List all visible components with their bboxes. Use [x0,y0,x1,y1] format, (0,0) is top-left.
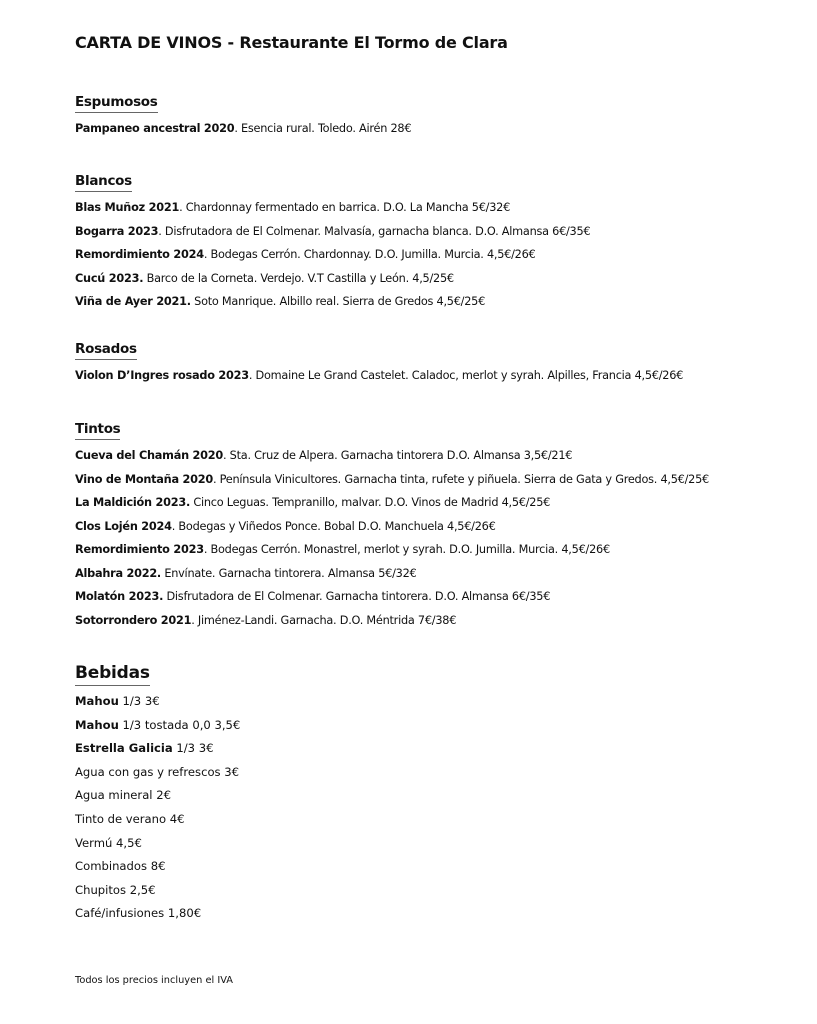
menu-item [75,364,683,388]
item-description: 1/3 3€ [118,694,160,708]
item-description: Soto Manrique. Albillo real. Sierra de Gredos 4,5€/25€ [190,295,486,308]
item-name: Clos Lojén 2024 [75,519,172,533]
section-rosados [75,338,683,388]
item-description: Chupitos 2,5€ [75,882,156,897]
menu-item [75,784,240,808]
item-description: . Chardonnay fermentado en barrica. D.O. La Mancha 5€/32€ [179,201,511,214]
menu-item [75,609,709,633]
item-name: Mahou [75,717,119,732]
section-espumosos [75,91,411,141]
menu-item [75,538,709,562]
item-description: Café/infusiones 1,80€ [75,906,202,921]
item-name: Vino de Montaña 2020 [75,472,213,486]
item-description: . Bodegas y Viñedos Ponce. Bobal D.O. Manchuela 4,5€/26€ [171,519,496,533]
item-name: Pampaneo ancestral 2020 [75,122,235,135]
item-description: . Sta. Cruz de Alpera. Garnacha tintorera D.O. Almansa 3,5€/21€ [223,449,573,462]
menu-item [75,855,240,879]
item-description: Envínate. Garnacha tintorera. Almansa 5€/32€ [160,566,417,580]
item-name: Violon D’Ingres rosado 2023 [75,369,249,382]
item-name: Mahou [75,694,119,708]
item-description: . Península Vinicultores. Garnacha tinta, rufete y piñuela. Sierra de Gata y Gredos. 4,5€/25€ [212,472,709,486]
menu-item [75,714,240,738]
item-description: Barco de la Corneta. Verdejo. V.T Castilla y León. 4,5/25€ [143,271,454,285]
menu-item [75,690,240,714]
item-name: La Maldición 2023. [75,496,190,509]
section-bebidas [75,662,240,926]
section-heading: Bebidas [75,662,150,686]
item-name: Remordimiento 2023 [75,543,204,556]
menu-item [75,585,709,609]
menu-item [75,267,590,291]
item-name: Cucú 2023. [75,271,144,285]
item-name: Sotorrondero 2021 [75,613,192,627]
item-description: Agua mineral 2€ [75,788,171,803]
section-heading: Rosados [75,340,137,360]
item-description: Disfrutadora de El Colmenar. Garnacha tintorera. D.O. Almansa 6€/35€ [163,590,551,603]
item-name: Albahra 2022. [75,566,161,580]
item-description: . Bodegas Cerrón. Chardonnay. D.O. Jumilla. Murcia. 4,5€/26€ [203,248,536,261]
section-heading: Tintos [75,420,120,440]
item-description: Tinto de verano 4€ [75,811,185,826]
item-description: 1/3 tostada 0,0 3,5€ [118,717,241,732]
item-description: . Domaine Le Grand Castelet. Caladoc, merlot y syrah. Alpilles, Francia 4,5€/26€ [248,369,684,382]
menu-item [75,117,411,141]
section-heading: Blancos [75,172,132,192]
menu-item [75,243,590,267]
menu-item [75,444,709,468]
menu-item [75,468,709,492]
item-name: Viña de Ayer 2021. [75,295,191,308]
item-name: Estrella Galicia [75,741,173,756]
item-description: Cinco Leguas. Tempranillo, malvar. D.O. Vinos de Madrid 4,5€/25€ [190,496,551,509]
menu-item [75,808,240,832]
menu-item [75,902,240,926]
item-description: Vermú 4,5€ [75,835,142,850]
footer-note: Todos los precios incluyen el IVA [75,975,233,986]
item-description: . Bodegas Cerrón. Monastrel, merlot y syrah. D.O. Jumilla. Murcia. 4,5€/26€ [203,543,610,556]
section-heading: Espumosos [75,93,158,113]
item-name: Molatón 2023. [75,590,164,603]
menu-item [75,491,709,515]
menu-item [75,290,590,314]
menu-item [75,737,240,761]
menu-item [75,761,240,785]
item-description: . Jiménez-Landi. Garnacha. D.O. Méntrida 7€/38€ [191,613,457,627]
item-name: Blas Muñoz 2021 [75,201,180,214]
menu-item [75,220,590,244]
item-name: Remordimiento 2024 [75,248,204,261]
page-title: CARTA DE VINOS - Restaurante El Tormo de Clara [75,33,508,52]
section-blancos [75,170,590,314]
menu-item [75,196,590,220]
menu-item [75,832,240,856]
menu-item [75,879,240,903]
item-description: . Disfrutadora de El Colmenar. Malvasía, garnacha blanca. D.O. Almansa 6€/35€ [158,224,591,238]
item-name: Bogarra 2023 [75,224,159,238]
item-description: Agua con gas y refrescos 3€ [75,764,240,779]
item-description: 1/3 3€ [172,741,214,756]
menu-item [75,515,709,539]
item-description: Combinados 8€ [75,859,166,874]
item-name: Cueva del Chamán 2020 [75,449,223,462]
item-description: . Esencia rural. Toledo. Airén 28€ [234,122,412,135]
menu-item [75,562,709,586]
section-tintos [75,418,709,632]
